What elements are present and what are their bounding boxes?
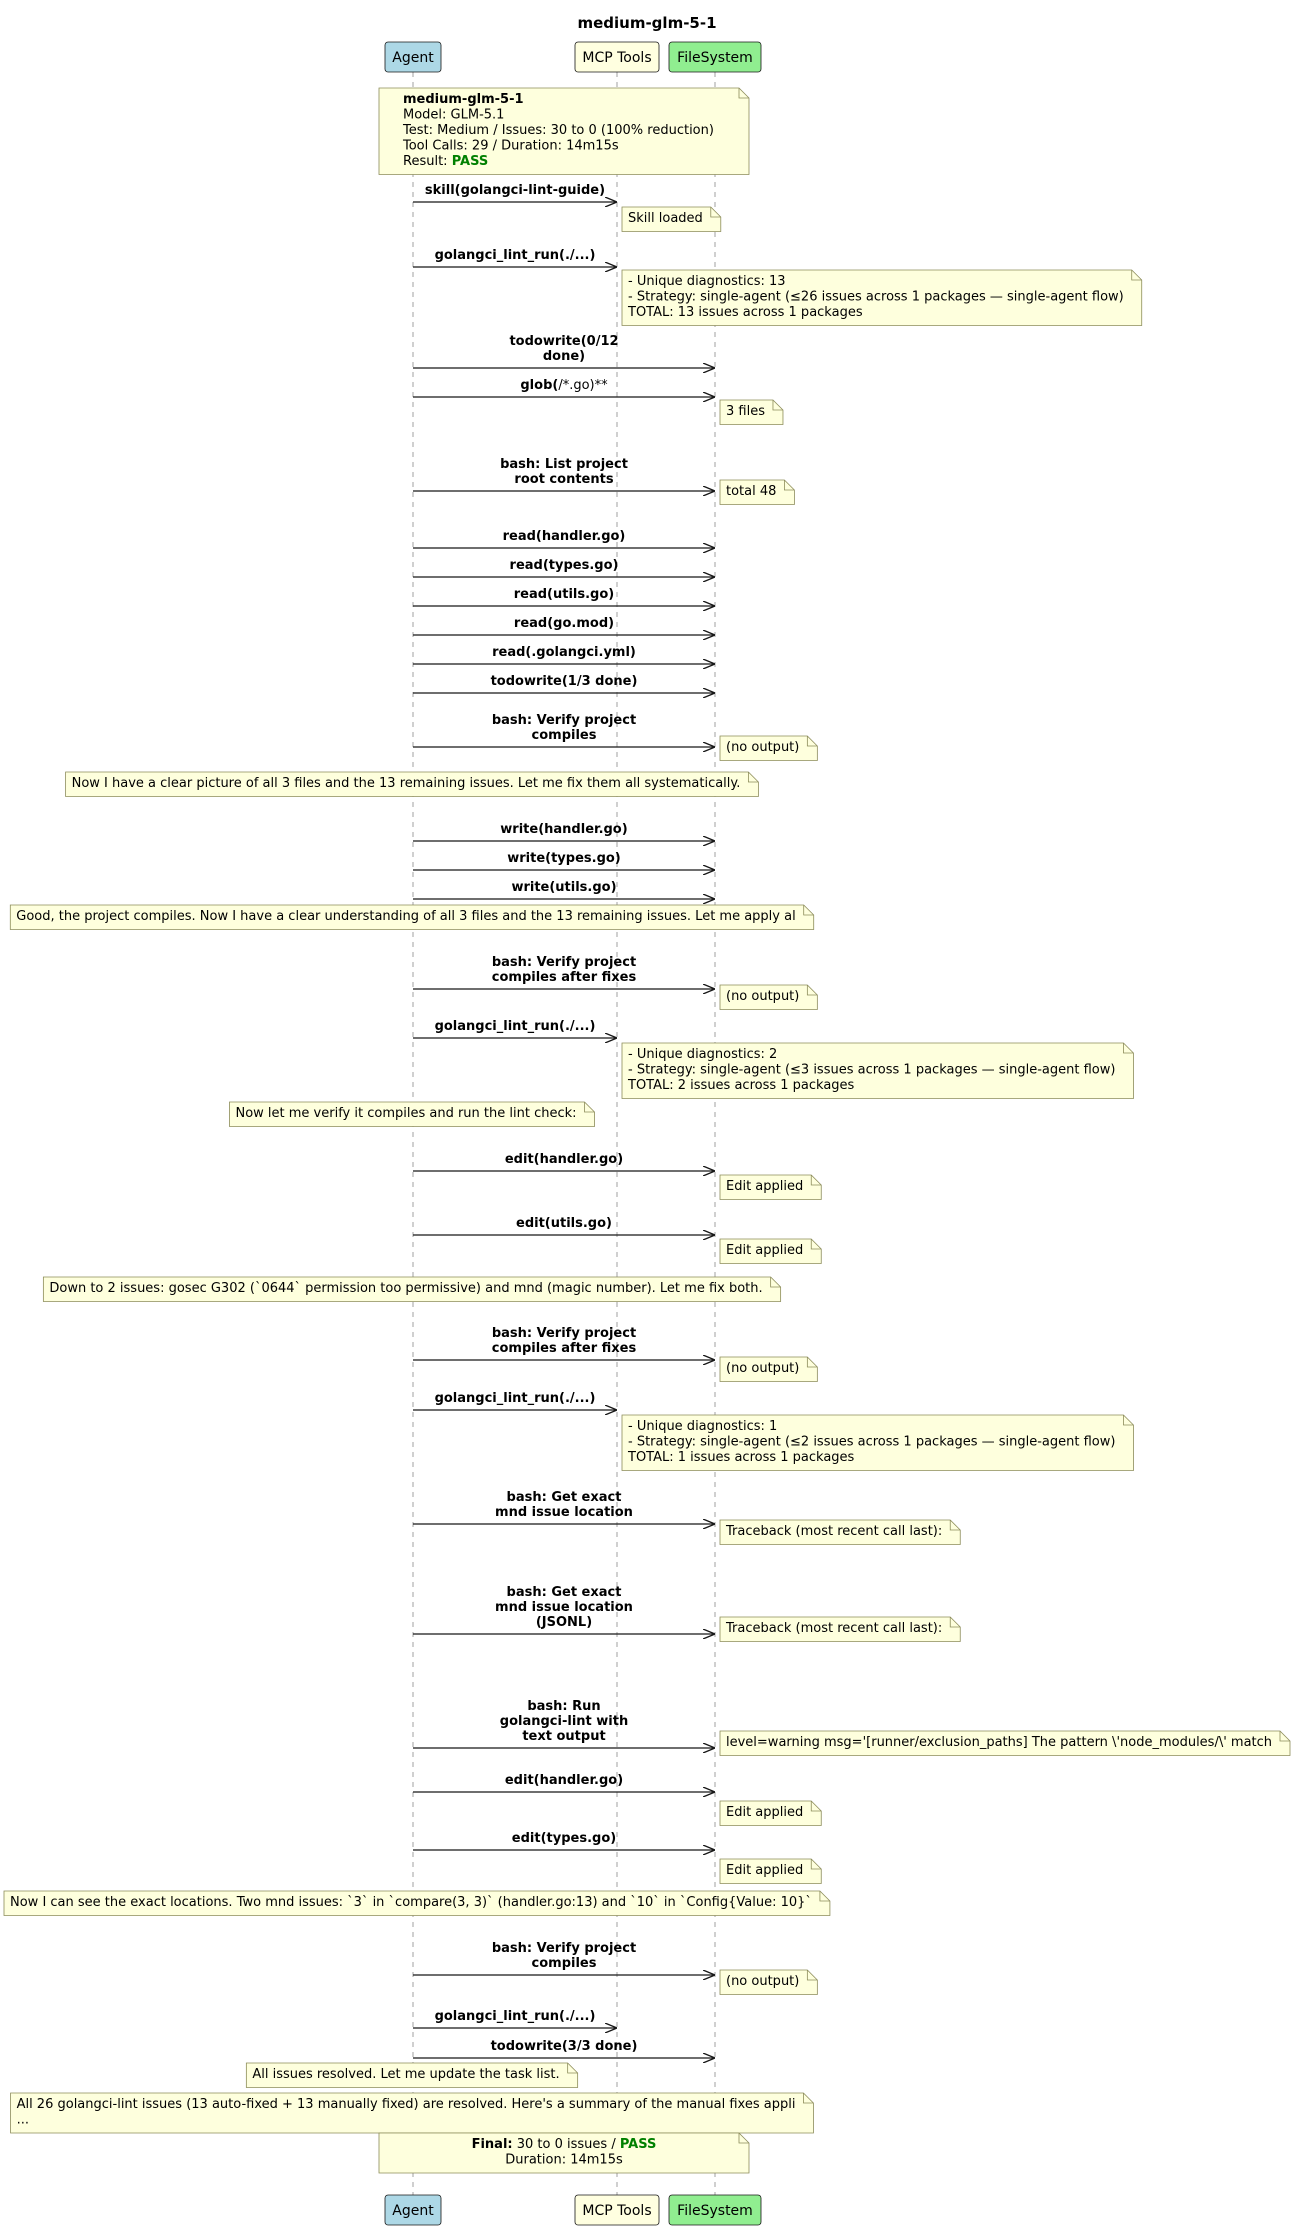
message-label-text-run: compiles	[531, 728, 597, 743]
note-2	[622, 207, 721, 232]
message-label-text-run: read(go.mod)	[513, 616, 615, 631]
note-text-line	[628, 1063, 1115, 1078]
participant-label: Agent	[392, 2203, 434, 2219]
note-text-run: total 48	[726, 484, 777, 499]
message-1	[413, 183, 616, 202]
note-text-run: TOTAL: 13 issues across 1 packages	[628, 305, 863, 320]
message-label-text-run: edit(utils.go)	[516, 1216, 612, 1231]
message-label-text-line	[522, 1729, 605, 1744]
note-text-line	[402, 139, 619, 154]
note-text-run: ...	[16, 2112, 29, 2128]
note-7	[720, 400, 783, 425]
note-40	[720, 1617, 960, 1642]
note-text-line	[726, 1805, 803, 1820]
message-label-text-run: bash: Get exact	[506, 1490, 622, 1505]
message-label-text-run: write(utils.go)	[511, 880, 617, 895]
note-text-run: Model: GLM-5.1	[403, 107, 505, 123]
message-16	[413, 713, 714, 747]
message-label-text-line	[520, 378, 608, 393]
note-text-run: 30 to 0 issues /	[512, 2137, 620, 2152]
message-39	[413, 1585, 714, 1634]
message-label-text-run: bash: Verify project	[491, 1326, 637, 1341]
message-label-text-run: todowrite(3/3 done)	[490, 2039, 638, 2054]
message-label-text-run: /*.go)**	[558, 378, 608, 393]
message-label-text-run: golangci_lint_run(./...)	[434, 1019, 596, 1034]
message-label-text-run: edit(handler.go)	[504, 1773, 624, 1788]
message-label-text-line	[491, 2039, 638, 2054]
message-30	[413, 1216, 714, 1235]
diagram-title: medium-glm-5-1	[577, 14, 717, 32]
note-text-line	[628, 290, 1124, 305]
note-text-run: Now I have a clear picture of all 3 files and the 13 remaining issues. Let me fix them all systematically.	[71, 776, 741, 791]
participant-footer-mcp	[575, 2195, 659, 2225]
message-label-text-run: golangci_lint_run(./...)	[434, 1391, 596, 1406]
message-label-text-run: bash: Verify project	[491, 713, 637, 728]
message-label-text-run: edit(types.go)	[511, 1831, 617, 1846]
message-5	[413, 334, 714, 368]
note-text-line	[403, 108, 504, 123]
message-label-text-line	[514, 616, 614, 631]
note-text-run: - Strategy: single-agent (≤2 issues across 1 packages — single-agent flow)	[628, 1434, 1116, 1450]
message-label-text-line	[511, 880, 616, 895]
message-label-text-line	[492, 645, 636, 660]
note-text-line	[726, 1243, 803, 1258]
note-text-line	[726, 1179, 803, 1194]
message-label-text-line	[512, 1831, 616, 1846]
message-label-text-run: mnd issue location	[495, 1505, 633, 1520]
message-label-text-run: read(.golangci.yml)	[492, 645, 636, 660]
message-label-text-line	[516, 1216, 612, 1231]
message-label-text-line	[492, 713, 636, 728]
message-label-text-run: todowrite(0/12	[509, 334, 619, 349]
note-text-run: Tool Calls: 29 / Duration: 14m15s	[403, 138, 619, 154]
message-label-text-line	[492, 970, 637, 985]
note-text-run: (no output)	[726, 1974, 800, 1989]
note-46	[720, 1859, 821, 1884]
note-text-line	[17, 2097, 796, 2112]
note-text-run: - Strategy: single-agent (≤3 issues across 1 packages — single-agent flow)	[628, 1062, 1116, 1078]
note-text-line	[402, 123, 714, 138]
note-text-line	[628, 1047, 777, 1062]
message-label-text-run: done)	[542, 349, 586, 364]
message-48	[413, 1941, 714, 1975]
participant-label: MCP Tools	[582, 50, 652, 66]
note-text-line	[726, 484, 776, 499]
note-text-line	[16, 909, 795, 924]
note-text-run: Edit applied	[726, 1243, 804, 1258]
message-label-text-line	[425, 183, 605, 198]
message-8	[413, 457, 714, 491]
note-text-run: Now I can see the exact locations. Two mnd issues: `3` in `compare(3, 3)` (handler.go:13) and `10` in `Config{Value: 10}`	[10, 1895, 812, 1910]
note-text-line	[725, 1524, 942, 1539]
message-label-text-line	[507, 1490, 622, 1505]
message-label-text-run: read(types.go)	[509, 558, 619, 573]
note-text-line	[726, 740, 799, 755]
message-label-text-line	[514, 472, 613, 487]
message-label-text-run: bash: Verify project	[491, 1941, 637, 1956]
note-text-run: Edit applied	[726, 1805, 804, 1820]
note-text-run: (no output)	[726, 989, 800, 1004]
note-text-line	[627, 1450, 855, 1465]
message-label-text-run: golangci_lint_run(./...)	[434, 2009, 596, 2024]
participant-header-agent	[385, 42, 441, 72]
message-label-text-line	[495, 1600, 633, 1615]
participant-footer-agent	[385, 2195, 441, 2225]
note-text-line	[10, 1895, 812, 1910]
message-35	[413, 1391, 616, 1410]
note-text-run: 3 files	[726, 404, 765, 419]
message-12	[413, 587, 714, 606]
note-text-run: Traceback (most recent call last):	[726, 1524, 943, 1539]
note-text-run: PASS	[619, 2137, 657, 2152]
participant-label: FileSystem	[677, 50, 753, 66]
message-label-text-line	[514, 587, 614, 602]
note-text-line	[252, 2067, 559, 2082]
note-text-run: Edit applied	[726, 1179, 804, 1194]
message-14	[413, 645, 714, 664]
note-text-run: (no output)	[726, 740, 800, 755]
message-6	[413, 378, 714, 397]
message-label-text-run: mnd issue location	[495, 1600, 633, 1615]
message-15	[413, 674, 714, 693]
message-label-text-line	[435, 1019, 596, 1034]
participant-header-fs	[669, 42, 761, 72]
note-17	[720, 736, 817, 761]
message-label-text-run: golangci-lint with	[499, 1714, 629, 1729]
message-label-text-run: bash: Run	[527, 1699, 601, 1714]
participant-footer-row	[385, 2195, 761, 2225]
note-text-run: Test: Medium / Issues: 30 to 0 (100% reduction)	[403, 123, 714, 138]
note-53	[11, 2093, 814, 2133]
note-52	[246, 2063, 577, 2088]
message-label-text-line	[510, 558, 619, 573]
message-13	[413, 616, 714, 635]
note-text-line	[726, 1361, 799, 1376]
message-10	[413, 529, 714, 548]
note-text-line	[72, 776, 741, 791]
note-36	[622, 1415, 1133, 1471]
participant-footer-fs	[669, 2195, 761, 2225]
note-31	[720, 1239, 821, 1264]
participant-header-row	[385, 42, 761, 72]
note-text-run: - Strategy: single-agent (≤26 issues across 1 packages — single-agent flow)	[628, 289, 1124, 305]
note-47	[4, 1891, 830, 1916]
message-label-text-run: edit(handler.go)	[504, 1152, 624, 1167]
message-label-text-run: glob(	[520, 378, 559, 393]
message-label-text-line	[435, 1391, 596, 1406]
note-text-line	[627, 305, 863, 320]
note-22	[10, 905, 813, 930]
note-text-line	[726, 989, 799, 1004]
message-label-text-line	[492, 955, 636, 970]
message-label-text-run: compiles	[531, 1956, 597, 1971]
note-text-run: Result:	[403, 154, 452, 169]
message-label-text-line	[435, 248, 596, 263]
note-text-line	[505, 2153, 623, 2168]
message-label-text-line	[492, 1941, 636, 1956]
note-text-run: TOTAL: 2 issues across 1 packages	[628, 1078, 855, 1093]
message-label-text-run: golangci_lint_run(./...)	[434, 248, 596, 263]
message-33	[413, 1326, 714, 1360]
note-text-line	[403, 92, 524, 107]
note-text-line	[725, 1621, 942, 1636]
note-49	[720, 1970, 817, 1995]
message-label-text-line	[435, 2009, 596, 2024]
note-text-line	[726, 404, 765, 419]
note-4	[622, 270, 1142, 326]
note-text-run: All 26 golangci-lint issues (13 auto-fixed + 13 manually fixed) are resolved. Here's a summary of the manual fixes appli	[16, 2097, 796, 2112]
participant-label: Agent	[392, 50, 434, 66]
note-text-line	[726, 1735, 1272, 1750]
note-9	[720, 480, 794, 505]
participant-header-mcp	[575, 42, 659, 72]
message-label-text-line	[527, 1699, 600, 1714]
note-text-run: level=warning msg='[runner/exclusion_paths] The pattern \'node_modules/\' match	[726, 1735, 1273, 1750]
note-26	[622, 1043, 1133, 1099]
message-label-text-line	[500, 822, 627, 837]
message-19	[413, 822, 714, 841]
note-text-line	[628, 274, 786, 289]
message-3	[413, 248, 616, 267]
note-24	[720, 985, 817, 1010]
event-layer	[4, 88, 1290, 2173]
note-text-run: Traceback (most recent call last):	[726, 1621, 943, 1636]
message-label-text-run: bash: List project	[500, 457, 628, 472]
note-text-run: Now let me verify it compiles and run the lint check:	[235, 1106, 577, 1121]
message-50	[413, 2009, 616, 2028]
message-label-text-line	[532, 728, 597, 743]
message-label-text-line	[500, 1714, 628, 1729]
message-label-text-run: text output	[522, 1729, 606, 1744]
note-text-run: Duration: 14m15s	[505, 2152, 623, 2168]
message-label-text-run: (JSONL)	[535, 1615, 593, 1630]
message-23	[413, 955, 714, 989]
note-text-run: Down to 2 issues: gosec G302 (`0644` permission too permissive) and mnd (magic number). Let me fix both.	[49, 1281, 763, 1296]
message-label-text-run: todowrite(1/3 done)	[490, 674, 638, 689]
message-label-text-line	[491, 674, 638, 689]
note-text-line	[726, 1974, 799, 1989]
message-label-text-line	[503, 529, 626, 544]
note-text-line	[17, 2113, 29, 2128]
note-text-run: medium-glm-5-1	[403, 92, 524, 107]
message-label-text-line	[500, 457, 628, 472]
note-0	[379, 88, 749, 175]
note-18	[66, 772, 759, 797]
message-label-text-line	[492, 1341, 637, 1356]
message-25	[413, 1019, 616, 1038]
message-label-text-run: write(handler.go)	[500, 822, 628, 837]
note-text-run: Edit applied	[726, 1863, 804, 1878]
note-27	[229, 1102, 594, 1127]
note-54	[379, 2133, 749, 2173]
message-label-text-line	[509, 334, 618, 349]
message-label-text-run: write(types.go)	[507, 851, 621, 866]
note-text-line	[628, 211, 703, 226]
message-label-text-line	[532, 1956, 597, 1971]
message-11	[413, 558, 714, 577]
note-text-line	[235, 1106, 576, 1121]
message-21	[413, 880, 714, 899]
note-34	[720, 1357, 817, 1382]
message-label-text-run: read(utils.go)	[513, 587, 615, 602]
message-label-text-run: read(handler.go)	[502, 529, 626, 544]
message-20	[413, 851, 714, 870]
message-label-text-run: bash: Verify project	[491, 955, 637, 970]
note-text-run: (no output)	[726, 1361, 800, 1376]
note-text-run: Good, the project compiles. Now I have a clear understanding of all 3 files and the 13 remaining issues. Let me apply al	[16, 909, 796, 924]
note-text-run: - Unique diagnostics: 1	[628, 1419, 778, 1434]
note-32	[43, 1277, 780, 1302]
note-text-run: Final:	[471, 2137, 513, 2152]
note-text-line	[628, 1419, 777, 1434]
message-label-text-run: compiles after fixes	[491, 1341, 637, 1356]
participant-label: FileSystem	[677, 2203, 753, 2219]
message-label-text-run: root contents	[514, 472, 614, 487]
message-label-text-line	[495, 1505, 633, 1520]
note-text-line	[628, 1435, 1115, 1450]
message-label-text-line	[505, 1152, 623, 1167]
note-text-run: PASS	[451, 154, 489, 169]
message-label-text-line	[505, 1773, 623, 1788]
note-text-line	[472, 2137, 657, 2152]
message-label-text-line	[492, 1326, 636, 1341]
message-label-text-line	[536, 1615, 592, 1630]
note-text-run: Skill loaded	[628, 211, 703, 226]
message-label-text-line	[507, 1585, 622, 1600]
message-label-text-line	[507, 851, 621, 866]
message-label-text-run: skill(golangci-lint-guide)	[424, 183, 606, 198]
message-41	[413, 1699, 714, 1748]
message-label-text-run: compiles after fixes	[491, 970, 637, 985]
note-text-run: TOTAL: 1 issues across 1 packages	[628, 1450, 855, 1465]
note-text-run: - Unique diagnostics: 13	[628, 274, 786, 289]
note-text-line	[49, 1281, 762, 1296]
note-text-line	[627, 1078, 855, 1093]
note-44	[720, 1801, 821, 1826]
message-43	[413, 1773, 714, 1792]
message-28	[413, 1152, 714, 1171]
note-38	[720, 1520, 960, 1545]
note-text-run: - Unique diagnostics: 2	[628, 1047, 778, 1062]
note-text-line	[726, 1863, 803, 1878]
participant-label: MCP Tools	[582, 2203, 652, 2219]
note-text-line	[403, 154, 488, 169]
message-label-text-line	[543, 349, 585, 364]
message-45	[413, 1831, 714, 1850]
note-text-run: All issues resolved. Let me update the task list.	[252, 2067, 560, 2082]
message-label-text-run: bash: Get exact	[506, 1585, 622, 1600]
message-51	[413, 2039, 714, 2058]
message-37	[413, 1490, 714, 1524]
note-29	[720, 1175, 821, 1200]
note-42	[720, 1731, 1290, 1756]
